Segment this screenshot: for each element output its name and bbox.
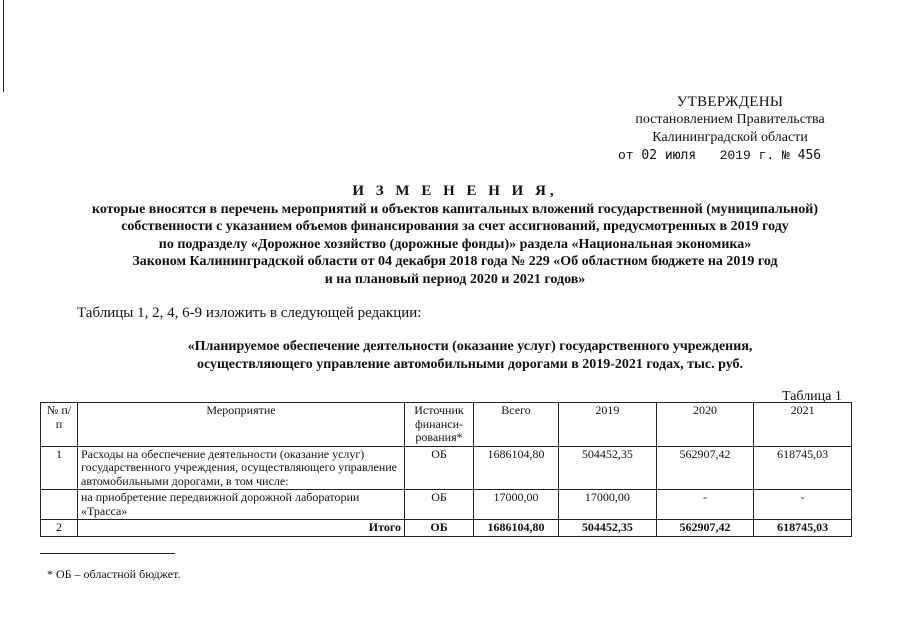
heading-line: собственности с указанием объемов финансирования за счет ассигнований, предусмотренных в 2019 году [121, 219, 789, 234]
heading-title: И З М Е Н Е Н И Я, [352, 183, 558, 199]
table-heading-line: «Планируемое обеспечение деятельности (оказание услуг) государственного учреждения, [187, 339, 753, 354]
table-caption: Таблица 1 [782, 389, 842, 404]
cell-num: 2 [41, 520, 78, 537]
header-activity: Мероприятие [78, 403, 405, 447]
header-2020: 2020 [656, 403, 754, 447]
heading-line: и на плановый период 2020 и 2021 годов» [324, 271, 586, 287]
heading-line: по подразделу «Дорожное хозяйство (дорожные фонды)» раздела «Национальная экономика» [158, 236, 752, 252]
left-margin-line [3, 0, 4, 92]
table-row [41, 446, 852, 490]
header-num: № п/п [41, 403, 78, 447]
approval-title: УТВЕРЖДЕНЫ [676, 94, 784, 110]
table-total-row [41, 520, 852, 537]
cell-2019: 504452,35 [559, 446, 657, 490]
cell-2021: 618745,03 [754, 520, 852, 537]
funding-table [40, 402, 852, 537]
date-year: 2019 г. № [719, 148, 790, 163]
cell-2019: 17000,00 [559, 490, 657, 520]
date-prefix: от [618, 148, 634, 163]
table-row [41, 490, 852, 520]
cell-num: 1 [41, 446, 78, 490]
cell-2020: 562907,42 [656, 446, 754, 490]
cell-num [41, 490, 78, 520]
cell-2021: - [754, 490, 852, 520]
document-heading [40, 183, 870, 288]
heading-line: Законом Калининградской области от 04 декабря 2018 года № 229 «Об областном бюджете на 2019 год [132, 254, 778, 269]
footnote: * ОБ – областной бюджет. [47, 567, 181, 581]
cell-activity: Расходы на обеспечение деятельности (оказание услуг) государственного учреждения, осуществляющего управление автомобильными дорогами, в том числе: [78, 446, 405, 490]
footnote-divider [40, 553, 175, 554]
cell-activity: на приобретение передвижной дорожной лаборатории «Трасса» [78, 490, 405, 520]
approval-line-2: Калининградской области [652, 130, 808, 145]
header-2021: 2021 [754, 403, 852, 447]
cell-activity: Итого [78, 520, 405, 537]
approval-line-1: постановлением Правительства [635, 112, 825, 127]
table-heading [60, 338, 880, 374]
table-header-row [41, 403, 852, 447]
intro-text: Таблицы 1, 2, 4, 6-9 изложить в следующей редакции: [77, 305, 422, 321]
header-2019: 2019 [559, 403, 657, 447]
cell-source: ОБ [405, 446, 474, 490]
table-heading-line: осуществляющего управление автомобильными дорогами в 2019-2021 годах, тыс. руб. [196, 357, 744, 372]
cell-2020: - [656, 490, 754, 520]
header-source: Источник финанси-рования* [405, 403, 474, 447]
cell-source: ОБ [405, 520, 474, 537]
approval-block [600, 93, 860, 165]
cell-2019: 504452,35 [559, 520, 657, 537]
header-total: Всего [474, 403, 559, 447]
cell-total: 1686104,80 [474, 446, 559, 490]
approval-date [600, 147, 860, 165]
date-handwritten: 02 июля [641, 148, 697, 163]
cell-2021: 618745,03 [754, 446, 852, 490]
date-number: 456 [797, 148, 822, 163]
cell-total: 1686104,80 [474, 520, 559, 537]
heading-line: которые вносятся в перечень мероприятий и объектов капитальных вложений государственной (муниципальной) [91, 201, 819, 217]
cell-2020: 562907,42 [656, 520, 754, 537]
cell-total: 17000,00 [474, 490, 559, 520]
cell-source: ОБ [405, 490, 474, 520]
